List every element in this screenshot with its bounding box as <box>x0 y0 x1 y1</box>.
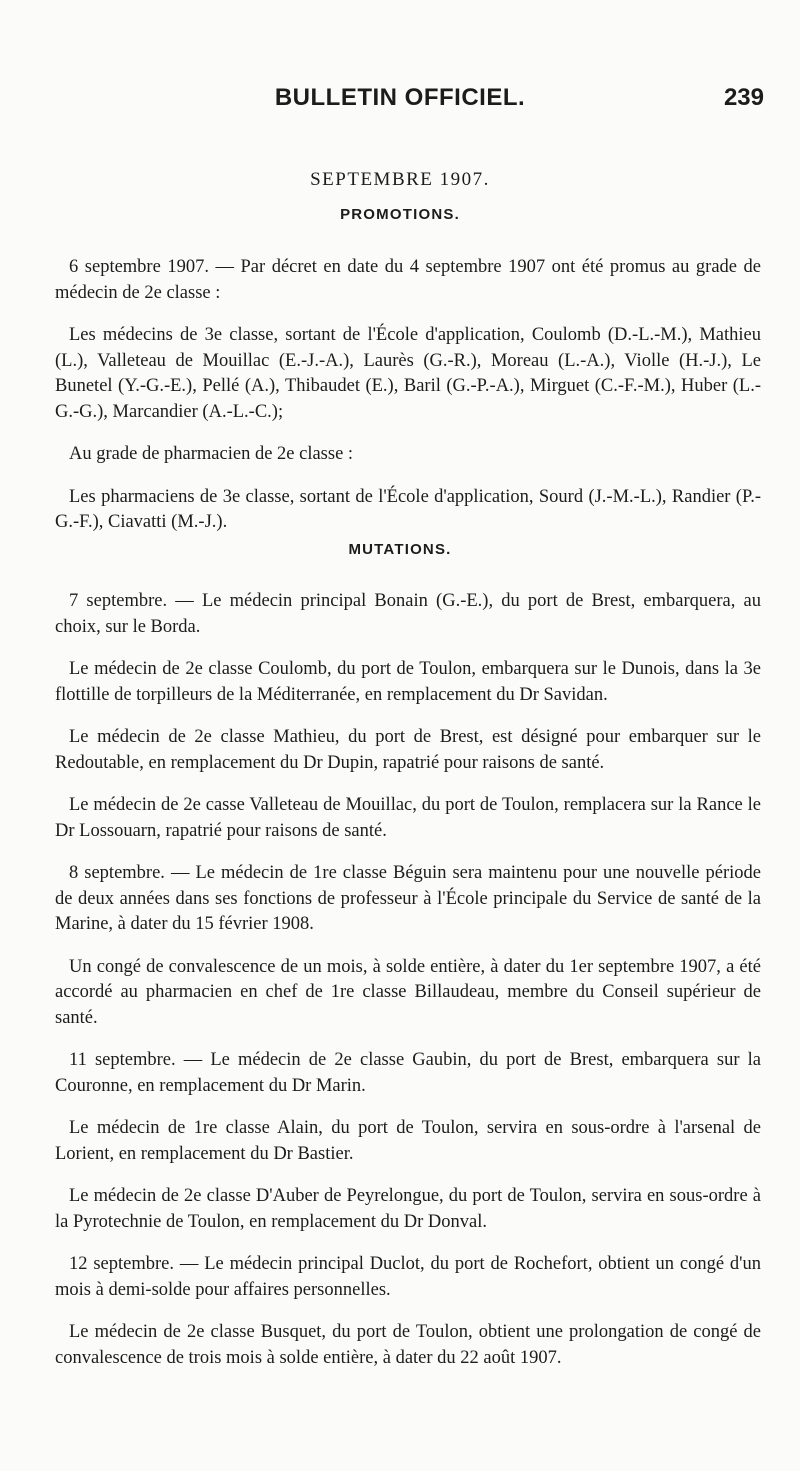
mutations-section <box>55 589 761 1388</box>
mutation-paragraph: Un congé de convalescence de un mois, à solde entière, à dater du 1er septembre 1907, a été accordé au pharmacien en chef de 1re classe Billaudeau, membre du Conseil supérieur de santé. <box>55 956 761 1028</box>
promotions-paragraph-1: 6 septembre 1907. — Par décret en date du 4 septembre 1907 ont été promus au grade de médecin de 2e classe : <box>55 257 761 303</box>
mutations-heading: MUTATIONS. <box>348 541 452 558</box>
promotions-paragraph-4: Les pharmaciens de 3e classe, sortant de l'École d'application, Sourd (J.-M.-L.), Randier (P.-G.-F.), Ciavatti (M.-J.). <box>55 486 761 532</box>
mutation-paragraph: 8 septembre. — Le médecin de 1re classe Béguin sera maintenu pour une nouvelle période de deux années dans ses fonctions de professeur à l'École principale du Service de santé de la Marine, à dater du 15 février 1908. <box>55 863 761 934</box>
running-title: BULLETIN OFFICIEL. <box>274 84 526 111</box>
month-heading: SEPTEMBRE 1907. <box>310 169 490 190</box>
promotions-paragraph-2: Les médecins de 3e classe, sortant de l'École d'application, Coulomb (D.-L.-M.), Mathieu (L.), Valleteau de Mouillac (E.-J.-A.), Laurès (G.-R.), Moreau (L.-A.), Violle (H.-J.), Le Bunetel (Y.-G.-E.), Pellé (A.), Thibaudet (E.), Baril (G.-P.-A.), Mirguet (C.-F.-M.), Huber (L.-G.-G.), Marcandier (A.-L.-C.); <box>55 325 761 422</box>
mutation-paragraph: Le médecin de 2e classe Busquet, du port de Toulon, obtient une prolongation de congé de convalescence de trois mois à solde entière, à dater du 22 août 1907. <box>55 1322 761 1368</box>
mutation-paragraph: Le médecin de 2e casse Valleteau de Mouillac, du port de Toulon, remplacera sur la Rance le Dr Lossouarn, rapatrié pour raisons de santé. <box>55 795 761 841</box>
mutation-paragraph: Le médecin de 2e classe Coulomb, du port de Toulon, embarquera sur le Dunois, dans la 3e flottille de torpilleurs de la Méditerranée, en remplacement du Dr Savidan. <box>55 659 761 705</box>
promotions-heading: PROMOTIONS. <box>340 206 460 223</box>
mutation-paragraph: 12 septembre. — Le médecin principal Duclot, du port de Rochefort, obtient un congé d'un mois à demi-solde pour affaires personnelles. <box>55 1254 761 1300</box>
promotions-section <box>55 255 761 553</box>
promotions-paragraph-3: Au grade de pharmacien de 2e classe : <box>69 444 354 464</box>
page-number: 239 <box>723 84 764 111</box>
page-header <box>0 84 800 118</box>
mutation-paragraph: 7 septembre. — Le médecin principal Bonain (G.-E.), du port de Brest, embarquera, au choix, sur le Borda. <box>55 591 761 637</box>
mutation-paragraph: Le médecin de 1re classe Alain, du port de Toulon, servira en sous-ordre à l'arsenal de Lorient, en remplacement du Dr Bastier. <box>55 1118 761 1164</box>
mutation-paragraph: 11 septembre. — Le médecin de 2e classe Gaubin, du port de Brest, embarquera sur la Couronne, en remplacement du Dr Marin. <box>55 1050 761 1096</box>
mutation-paragraph: Le médecin de 2e classe D'Auber de Peyrelongue, du port de Toulon, servira en sous-ordre à la Pyrotechnie de Toulon, en remplacement du Dr Donval. <box>55 1186 761 1232</box>
mutation-paragraph: Le médecin de 2e classe Mathieu, du port de Brest, est désigné pour embarquer sur le Redoutable, en remplacement du Dr Dupin, rapatrié pour raisons de santé. <box>55 727 761 773</box>
